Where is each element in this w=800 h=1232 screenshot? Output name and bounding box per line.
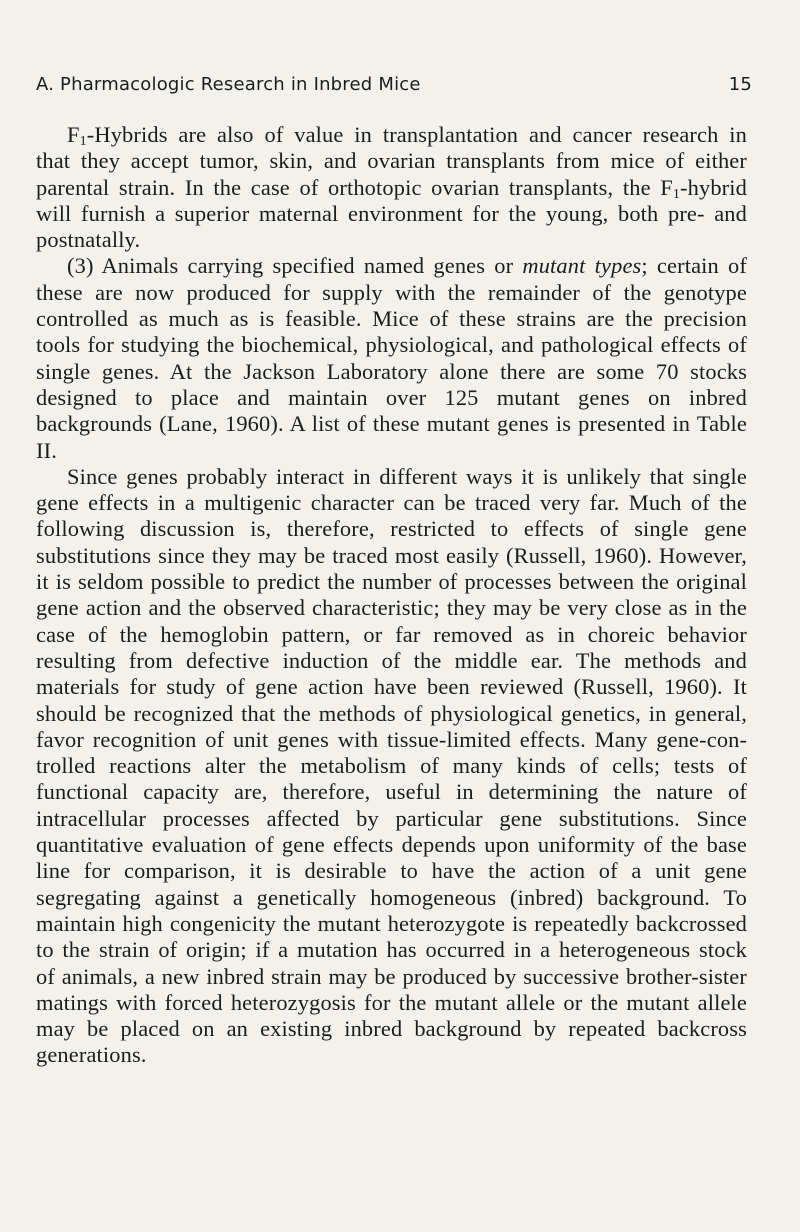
paragraph-text: -Hybrids are also of value in transplantation and cancer research in that they accept tumor, skin, and ovarian transplants from mice of either parental strain. In the case of orthotopic ovarian transplants, the: [36, 122, 747, 200]
paragraph-text: ; certain of these are now produced for supply with the remainder of the genotype controlled as much as is feasible. Mice of these strains are the precision tools for studying the biochemical, physiological, and pathological effects of single genes. At the Jackson Laboratory alone there are some 70 stocks designed to place and maintain over 125 mutant genes on inbred backgrounds (Lane, 1960). A list of these mutant genes is presented in Table II.: [36, 253, 747, 463]
subscript-one: 1: [672, 186, 681, 202]
paragraph-text: -hybrid will furnish a superior maternal environment for the young, both pre- and postnatally.: [36, 174, 747, 253]
page-number: 15: [728, 74, 752, 95]
paragraph-mutant-types: [36, 253, 747, 463]
paragraph-gene-interaction: Since genes probably interact in different ways it is unlikely that single gene effects in a multigenic character can be traced very far. Much of the following discussion is, therefore, restricted to effects of single gene substitutions since they may be traced most easily (Russell, 1960). However, it is seldom possible to predict the number of processes between the original gene action and the observed characteristic; they may be very close as in the case of the hemoglobin pattern, or far removed as in choreic behavior resulting from defective induction of the middle ear. The methods and materials for study of gene action have been reviewed (Russell, 1960). It should be recognized that the methods of physiological genetics, in general, favor recognition of unit genes with tissue-limited effects. Many gene-controlled reactions alter the metabolism of many kinds of cells; tests of functional capacity are, therefore, useful in determining the nature of intracellular processes affected by particular gene substitutions. Since quantitative evaluation of gene effects depends upon uniformity of the base line for comparison, it is desirable to have the action of a unit gene segregating against a genetically homogeneous (inbred) background. To maintain high congenicity the mutant heterozygote is repeatedly backcrossed to the strain of origin; if a mutation has occurred in a heterogeneous stock of animals, a new inbred strain may be produced by successive brother-sister matings with forced heterozygosis for the mutant allele or the mutant allele may be placed on an existing inbred background by repeated backcross generations.: [36, 463, 747, 1068]
running-head: [36, 74, 752, 95]
f-letter: F: [67, 122, 80, 147]
paragraph-f1-hybrids: [36, 122, 747, 253]
f-letter: F: [660, 174, 673, 200]
italic-term: mutant types: [522, 253, 642, 279]
paragraph-lead: (3) Animals carrying specified named genes or: [67, 253, 523, 279]
body-text: [36, 122, 747, 1069]
subscript-one: 1: [79, 134, 87, 149]
section-title: A. Pharmacologic Research in Inbred Mice: [36, 74, 421, 95]
